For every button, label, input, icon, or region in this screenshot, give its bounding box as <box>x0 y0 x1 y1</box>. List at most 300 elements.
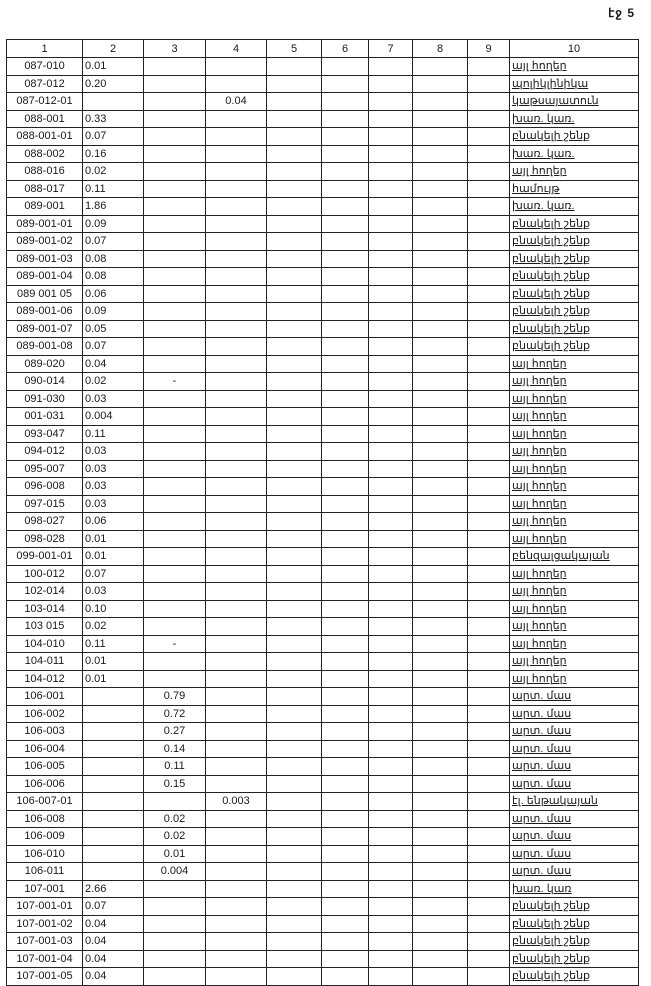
cell-col-3 <box>144 198 206 216</box>
cell-col-9 <box>468 460 510 478</box>
cell-col-7 <box>369 740 413 758</box>
cell-col-5 <box>267 933 322 951</box>
table-row <box>7 705 639 723</box>
cell-col-3 <box>144 233 206 251</box>
cell-col-8 <box>413 128 468 146</box>
cell-col-8 <box>413 425 468 443</box>
cell-col-6 <box>322 600 369 618</box>
cell-col-4 <box>206 180 267 198</box>
cell-col-7 <box>369 705 413 723</box>
cell-col-7 <box>369 548 413 566</box>
cell-col-2 <box>83 758 144 776</box>
cell-col-9 <box>468 583 510 601</box>
cell-col-9 <box>468 163 510 181</box>
cell-col-8 <box>413 443 468 461</box>
cell-col-3: 0.11 <box>144 758 206 776</box>
cell-col-3 <box>144 408 206 426</box>
cell-col-3 <box>144 968 206 986</box>
table-row <box>7 303 639 321</box>
cell-col-7 <box>369 530 413 548</box>
table-row <box>7 600 639 618</box>
cell-col-3 <box>144 320 206 338</box>
table-row <box>7 688 639 706</box>
cell-col-5 <box>267 58 322 76</box>
cell-col-10: այլ հողեր <box>510 408 639 426</box>
cell-col-4 <box>206 58 267 76</box>
cell-col-6 <box>322 128 369 146</box>
cell-col-7 <box>369 775 413 793</box>
cell-col-6 <box>322 810 369 828</box>
cell-col-9 <box>468 495 510 513</box>
cell-col-5 <box>267 128 322 146</box>
cell-col-5 <box>267 793 322 811</box>
cell-col-9 <box>468 268 510 286</box>
table-row <box>7 198 639 216</box>
cell-col-1: 103 015 <box>7 618 83 636</box>
cell-col-10: կաթսայատուն <box>510 93 639 111</box>
cell-col-4 <box>206 758 267 776</box>
cell-col-5 <box>267 688 322 706</box>
cell-col-5 <box>267 705 322 723</box>
cell-col-5 <box>267 478 322 496</box>
cell-col-2: 0.04 <box>83 933 144 951</box>
cell-col-6 <box>322 180 369 198</box>
cell-col-6 <box>322 355 369 373</box>
cell-col-1: 094-012 <box>7 443 83 461</box>
cell-col-4 <box>206 653 267 671</box>
cell-col-3 <box>144 355 206 373</box>
cell-col-7 <box>369 933 413 951</box>
cell-col-1: 087-012-01 <box>7 93 83 111</box>
cell-col-4 <box>206 635 267 653</box>
column-header-9: 9 <box>468 40 510 58</box>
cell-col-5 <box>267 75 322 93</box>
cell-col-6 <box>322 145 369 163</box>
cell-col-4 <box>206 898 267 916</box>
cell-col-4 <box>206 688 267 706</box>
table-row <box>7 75 639 93</box>
cell-col-9 <box>468 233 510 251</box>
cell-col-7 <box>369 145 413 163</box>
cell-col-6 <box>322 583 369 601</box>
table-row <box>7 758 639 776</box>
cell-col-2: 0.07 <box>83 233 144 251</box>
cell-col-8 <box>413 513 468 531</box>
cell-col-1: 106-005 <box>7 758 83 776</box>
cell-col-1: 107-001-01 <box>7 898 83 916</box>
cell-col-10: արտ. մաս <box>510 758 639 776</box>
cell-col-3: 0.004 <box>144 863 206 881</box>
cell-col-5 <box>267 215 322 233</box>
cell-col-4 <box>206 933 267 951</box>
table-row <box>7 285 639 303</box>
cell-col-9 <box>468 198 510 216</box>
table-row <box>7 968 639 986</box>
cell-col-2: 0.01 <box>83 58 144 76</box>
cell-col-9 <box>468 303 510 321</box>
table-row <box>7 408 639 426</box>
cell-col-2 <box>83 810 144 828</box>
page-number-label: էջ 5 <box>608 6 635 20</box>
cell-col-9 <box>468 635 510 653</box>
cell-col-4 <box>206 880 267 898</box>
cell-col-9 <box>468 810 510 828</box>
cell-col-3 <box>144 425 206 443</box>
cell-col-1: 098-027 <box>7 513 83 531</box>
cell-col-9 <box>468 180 510 198</box>
cell-col-3 <box>144 530 206 548</box>
cell-col-10: այլ հողեր <box>510 425 639 443</box>
cell-col-9 <box>468 845 510 863</box>
cell-col-8 <box>413 618 468 636</box>
cell-col-6 <box>322 635 369 653</box>
table-row <box>7 478 639 496</box>
cell-col-2 <box>83 705 144 723</box>
cell-col-9 <box>468 880 510 898</box>
cell-col-8 <box>413 530 468 548</box>
cell-col-3 <box>144 163 206 181</box>
table-row <box>7 250 639 268</box>
column-header-8: 8 <box>413 40 468 58</box>
cell-col-8 <box>413 373 468 391</box>
cell-col-8 <box>413 93 468 111</box>
cell-col-6 <box>322 618 369 636</box>
cell-col-6 <box>322 565 369 583</box>
cell-col-8 <box>413 338 468 356</box>
cell-col-9 <box>468 723 510 741</box>
cell-col-2: 0.08 <box>83 268 144 286</box>
cell-col-6 <box>322 793 369 811</box>
column-header-5: 5 <box>267 40 322 58</box>
cell-col-1: 098-028 <box>7 530 83 548</box>
cell-col-4: 0.003 <box>206 793 267 811</box>
cell-col-5 <box>267 845 322 863</box>
table-row <box>7 425 639 443</box>
cell-col-9 <box>468 373 510 391</box>
table-row <box>7 320 639 338</box>
cell-col-4 <box>206 390 267 408</box>
cell-col-1: 107-001-04 <box>7 950 83 968</box>
cell-col-2: 0.03 <box>83 460 144 478</box>
table-row <box>7 618 639 636</box>
cell-col-8 <box>413 250 468 268</box>
cell-col-10: բնակելի շենք <box>510 933 639 951</box>
cell-col-2: 0.10 <box>83 600 144 618</box>
cell-col-7 <box>369 583 413 601</box>
cell-col-9 <box>468 110 510 128</box>
cell-col-1: 097-015 <box>7 495 83 513</box>
cell-col-1: 103-014 <box>7 600 83 618</box>
cell-col-7 <box>369 110 413 128</box>
cell-col-10: արտ. մաս <box>510 705 639 723</box>
cell-col-8 <box>413 268 468 286</box>
cell-col-7 <box>369 303 413 321</box>
cell-col-8 <box>413 723 468 741</box>
cell-col-1: 089-001-03 <box>7 250 83 268</box>
cell-col-4 <box>206 320 267 338</box>
cell-col-10: արտ. մաս <box>510 845 639 863</box>
cell-col-1: 089-001-07 <box>7 320 83 338</box>
cell-col-6 <box>322 775 369 793</box>
cell-col-2: 0.11 <box>83 635 144 653</box>
cell-col-3 <box>144 75 206 93</box>
cell-col-10: բնակելի շենք <box>510 338 639 356</box>
cell-col-4 <box>206 740 267 758</box>
cell-col-10: այլ հողեր <box>510 163 639 181</box>
cell-col-3 <box>144 933 206 951</box>
cell-col-9 <box>468 443 510 461</box>
cell-col-4 <box>206 828 267 846</box>
cell-col-6 <box>322 390 369 408</box>
cell-col-8 <box>413 215 468 233</box>
cell-col-5 <box>267 565 322 583</box>
cell-col-2: 0.04 <box>83 355 144 373</box>
cell-col-8 <box>413 810 468 828</box>
cell-col-2 <box>83 828 144 846</box>
cell-col-8 <box>413 460 468 478</box>
cell-col-7 <box>369 880 413 898</box>
cell-col-10: խառ. կառ. <box>510 198 639 216</box>
cell-col-5 <box>267 828 322 846</box>
cell-col-7 <box>369 75 413 93</box>
column-header-2: 2 <box>83 40 144 58</box>
cell-col-5 <box>267 320 322 338</box>
cell-col-10: բնակելի շենք <box>510 250 639 268</box>
cell-col-5 <box>267 390 322 408</box>
cell-col-10: այլ հողեր <box>510 513 639 531</box>
column-header-1: 1 <box>7 40 83 58</box>
cell-col-5 <box>267 670 322 688</box>
cell-col-1: 102-014 <box>7 583 83 601</box>
cell-col-3 <box>144 898 206 916</box>
cell-col-8 <box>413 758 468 776</box>
table-row <box>7 740 639 758</box>
cell-col-8 <box>413 828 468 846</box>
cell-col-7 <box>369 793 413 811</box>
cell-col-10: արտ. մաս <box>510 828 639 846</box>
cell-col-1: 093-047 <box>7 425 83 443</box>
cell-col-1: 106-006 <box>7 775 83 793</box>
table-row <box>7 355 639 373</box>
cell-col-10: խառ. կառ. <box>510 145 639 163</box>
cell-col-5 <box>267 338 322 356</box>
cell-col-9 <box>468 478 510 496</box>
cell-col-2: 0.06 <box>83 513 144 531</box>
cell-col-5 <box>267 898 322 916</box>
cell-col-1: 104-011 <box>7 653 83 671</box>
cell-col-9 <box>468 215 510 233</box>
cell-col-10: բնակելի շենք <box>510 128 639 146</box>
table-row <box>7 390 639 408</box>
cell-col-1: 088-016 <box>7 163 83 181</box>
cell-col-10: բնակելի շենք <box>510 233 639 251</box>
cell-col-10: այլ հողեր <box>510 443 639 461</box>
cell-col-3 <box>144 600 206 618</box>
cell-col-5 <box>267 198 322 216</box>
cell-col-3 <box>144 338 206 356</box>
table-row <box>7 583 639 601</box>
cell-col-1: 087-012 <box>7 75 83 93</box>
cell-col-10: բնակելի շենք <box>510 303 639 321</box>
cell-col-2: 0.16 <box>83 145 144 163</box>
cell-col-3 <box>144 110 206 128</box>
cell-col-3 <box>144 145 206 163</box>
cell-col-6 <box>322 933 369 951</box>
column-header-7: 7 <box>369 40 413 58</box>
cell-col-9 <box>468 933 510 951</box>
cell-col-7 <box>369 810 413 828</box>
table-row <box>7 163 639 181</box>
cell-col-1: 089-001-08 <box>7 338 83 356</box>
cell-col-2 <box>83 723 144 741</box>
cell-col-9 <box>468 688 510 706</box>
cell-col-10: բնակելի շենք <box>510 915 639 933</box>
table-row <box>7 128 639 146</box>
cell-col-3 <box>144 215 206 233</box>
cell-col-5 <box>267 968 322 986</box>
cell-col-5 <box>267 863 322 881</box>
table-row <box>7 460 639 478</box>
cell-col-2: 0.004 <box>83 408 144 426</box>
cell-col-10: բնակելի շենք <box>510 320 639 338</box>
cell-col-10: բնակելի շենք <box>510 898 639 916</box>
cell-col-3 <box>144 285 206 303</box>
cell-col-5 <box>267 880 322 898</box>
cell-col-6 <box>322 233 369 251</box>
cell-col-7 <box>369 285 413 303</box>
cell-col-4 <box>206 565 267 583</box>
cell-col-10: բնակելի շենք <box>510 268 639 286</box>
cell-col-5 <box>267 460 322 478</box>
cell-col-8 <box>413 898 468 916</box>
cell-col-4 <box>206 618 267 636</box>
cell-col-8 <box>413 233 468 251</box>
column-header-3: 3 <box>144 40 206 58</box>
cell-col-1: 104-012 <box>7 670 83 688</box>
cell-col-2: 0.04 <box>83 968 144 986</box>
cell-col-5 <box>267 950 322 968</box>
cell-col-3 <box>144 268 206 286</box>
cell-col-3 <box>144 93 206 111</box>
cell-col-10: այլ հողեր <box>510 583 639 601</box>
cell-col-9 <box>468 775 510 793</box>
cell-col-8 <box>413 198 468 216</box>
cell-col-9 <box>468 390 510 408</box>
cell-col-5 <box>267 233 322 251</box>
cell-col-2: 0.07 <box>83 565 144 583</box>
cell-col-7 <box>369 320 413 338</box>
cell-col-6 <box>322 268 369 286</box>
cell-col-4 <box>206 75 267 93</box>
cell-col-5 <box>267 740 322 758</box>
table-row <box>7 723 639 741</box>
cell-col-6 <box>322 898 369 916</box>
cell-col-7 <box>369 163 413 181</box>
cell-col-2: 2.66 <box>83 880 144 898</box>
cell-col-8 <box>413 495 468 513</box>
cell-col-2: 0.03 <box>83 443 144 461</box>
table-row <box>7 880 639 898</box>
cell-col-2 <box>83 688 144 706</box>
cell-col-4 <box>206 915 267 933</box>
cell-col-9 <box>468 285 510 303</box>
table-row <box>7 863 639 881</box>
cell-col-7 <box>369 513 413 531</box>
cell-col-2: 0.11 <box>83 425 144 443</box>
cell-col-6 <box>322 513 369 531</box>
cell-col-7 <box>369 443 413 461</box>
cell-col-7 <box>369 93 413 111</box>
cell-col-6 <box>322 845 369 863</box>
cell-col-4 <box>206 513 267 531</box>
cell-col-6 <box>322 373 369 391</box>
cell-col-3: 0.79 <box>144 688 206 706</box>
cell-col-4 <box>206 583 267 601</box>
cell-col-6 <box>322 198 369 216</box>
cell-col-6 <box>322 548 369 566</box>
table-row <box>7 110 639 128</box>
cell-col-2: 0.03 <box>83 478 144 496</box>
cell-col-1: 001-031 <box>7 408 83 426</box>
cell-col-8 <box>413 933 468 951</box>
cell-col-6 <box>322 93 369 111</box>
cell-col-1: 091-030 <box>7 390 83 408</box>
cell-col-5 <box>267 810 322 828</box>
table-row <box>7 530 639 548</box>
table-row <box>7 373 639 391</box>
cell-col-4 <box>206 478 267 496</box>
cell-col-9 <box>468 950 510 968</box>
cell-col-10: պոլիկլինիկա <box>510 75 639 93</box>
cell-col-4 <box>206 408 267 426</box>
cell-col-6 <box>322 530 369 548</box>
cell-col-8 <box>413 390 468 408</box>
table-row <box>7 653 639 671</box>
cell-col-6 <box>322 968 369 986</box>
cell-col-9 <box>468 93 510 111</box>
cell-col-6 <box>322 478 369 496</box>
cell-col-4 <box>206 723 267 741</box>
cell-col-4 <box>206 845 267 863</box>
cell-col-6 <box>322 653 369 671</box>
cell-col-6 <box>322 250 369 268</box>
cell-col-3: 0.02 <box>144 810 206 828</box>
cell-col-3 <box>144 513 206 531</box>
cell-col-5 <box>267 145 322 163</box>
table-row <box>7 268 639 286</box>
cell-col-10: խառ. կառ <box>510 880 639 898</box>
cell-col-4 <box>206 705 267 723</box>
table-row <box>7 828 639 846</box>
cell-col-2: 0.05 <box>83 320 144 338</box>
cell-col-6 <box>322 740 369 758</box>
cell-col-7 <box>369 373 413 391</box>
cell-col-2: 0.08 <box>83 250 144 268</box>
cell-col-10: այլ հողեր <box>510 600 639 618</box>
cell-col-3 <box>144 460 206 478</box>
table-row <box>7 670 639 688</box>
cell-col-1: 089-020 <box>7 355 83 373</box>
cell-col-10: արտ. մաս <box>510 775 639 793</box>
cell-col-3 <box>144 128 206 146</box>
cell-col-1: 107-001-02 <box>7 915 83 933</box>
cell-col-8 <box>413 740 468 758</box>
cell-col-7 <box>369 250 413 268</box>
cell-col-4 <box>206 968 267 986</box>
cell-col-3 <box>144 670 206 688</box>
cell-col-4 <box>206 775 267 793</box>
cell-col-4 <box>206 495 267 513</box>
